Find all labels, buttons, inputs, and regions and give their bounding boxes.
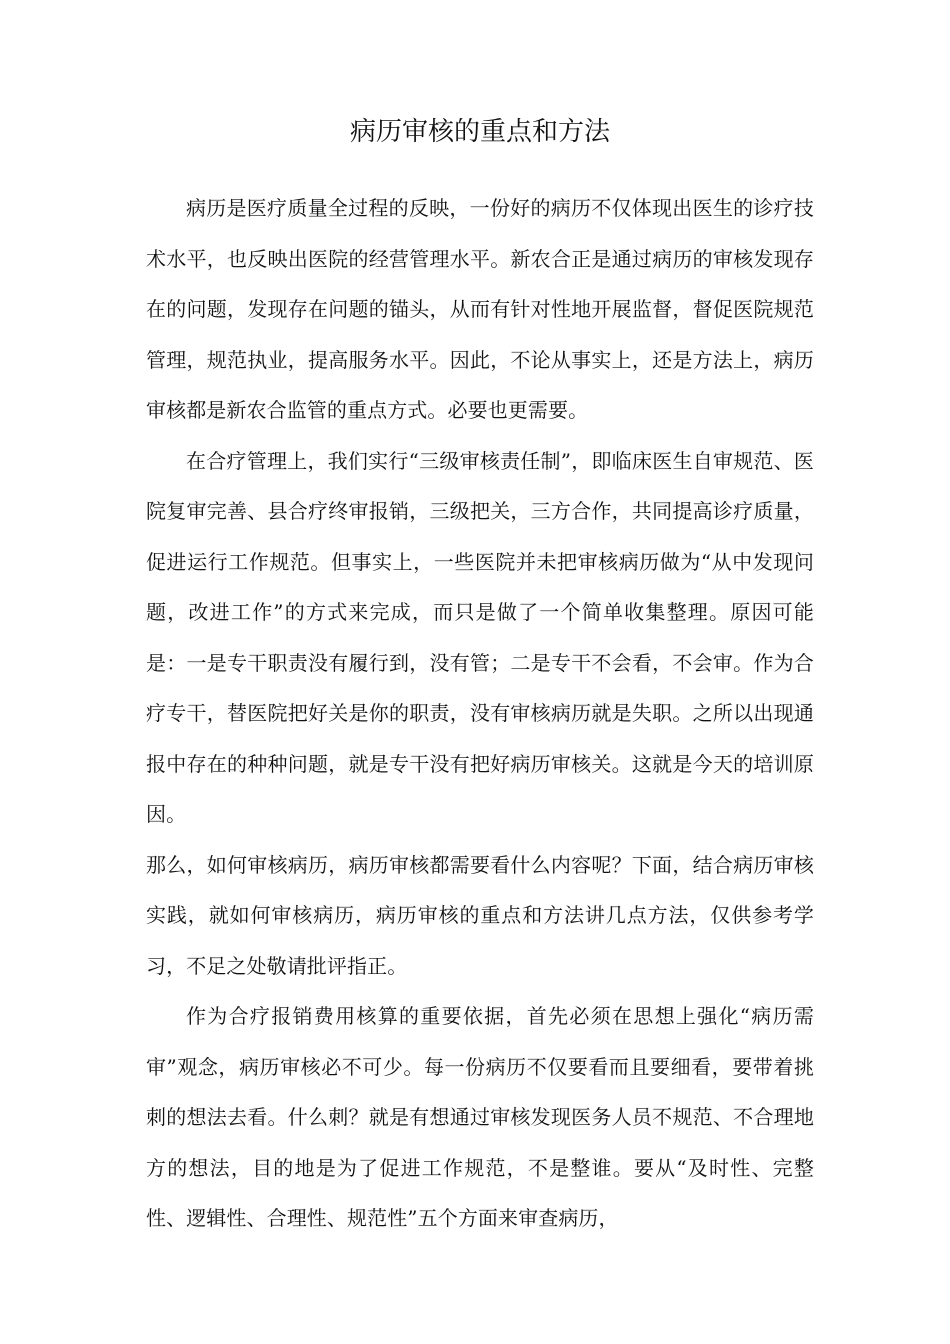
paragraph-2: 在合疗管理上，我们实行“三级审核责任制”，即临床医生自审规范、医院复审完善、县合疗终审报销，三级把关，三方合作，共同提高诊疗质量，促进运行工作规范。但事实上，一些医院并未把审核病历做为“从中发现问题，改进工作”的方式来完成，而只是做了一个简单收集整理。原因可能是：一是专干职责没有履行到，没有管；二是专干不会看，不会审。作为合疗专干，替医院把好关是你的职责，没有审核病历就是失职。之所以出现通报中存在的种种问题，就是专干没有把好病历审核关。这就是今天的培训原因。 xyxy=(146,448,814,826)
paragraph-3: 那么，如何审核病历，病历审核都需要看什么内容呢？下面，结合病历审核实践，就如何审核病历，病历审核的重点和方法讲几点方法，仅供参考学习，不足之处敬请批评指正。 xyxy=(146,852,814,978)
document-title: 病历审核的重点和方法 xyxy=(349,117,610,147)
paragraph-4: 作为合疗报销费用核算的重要依据，首先必须在思想上强化“病历需审”观念，病历审核必不可少。每一份病历不仅要看而且要细看，要带着挑刺的想法去看。什么刺？就是有想通过审核发现医务人员不规范、不合理地方的想法，目的地是为了促进工作规范，不是整谁。要从“及时性、完整性、逻辑性、合理性、规范性”五个方面来审查病历， xyxy=(146,1004,814,1230)
document-body xyxy=(146,183,814,1244)
paragraph-1: 病历是医疗质量全过程的反映，一份好的病历不仅体现出医生的诊疗技术水平，也反映出医院的经营管理水平。新农合正是通过病历的审核发现存在的问题，发现存在问题的锚头，从而有针对性地开展监督，督促医院规范管理，规范执业，提高服务水平。因此，不论从事实上，还是方法上，病历审核都是新农合监管的重点方式。必要也更需要。 xyxy=(146,196,814,422)
